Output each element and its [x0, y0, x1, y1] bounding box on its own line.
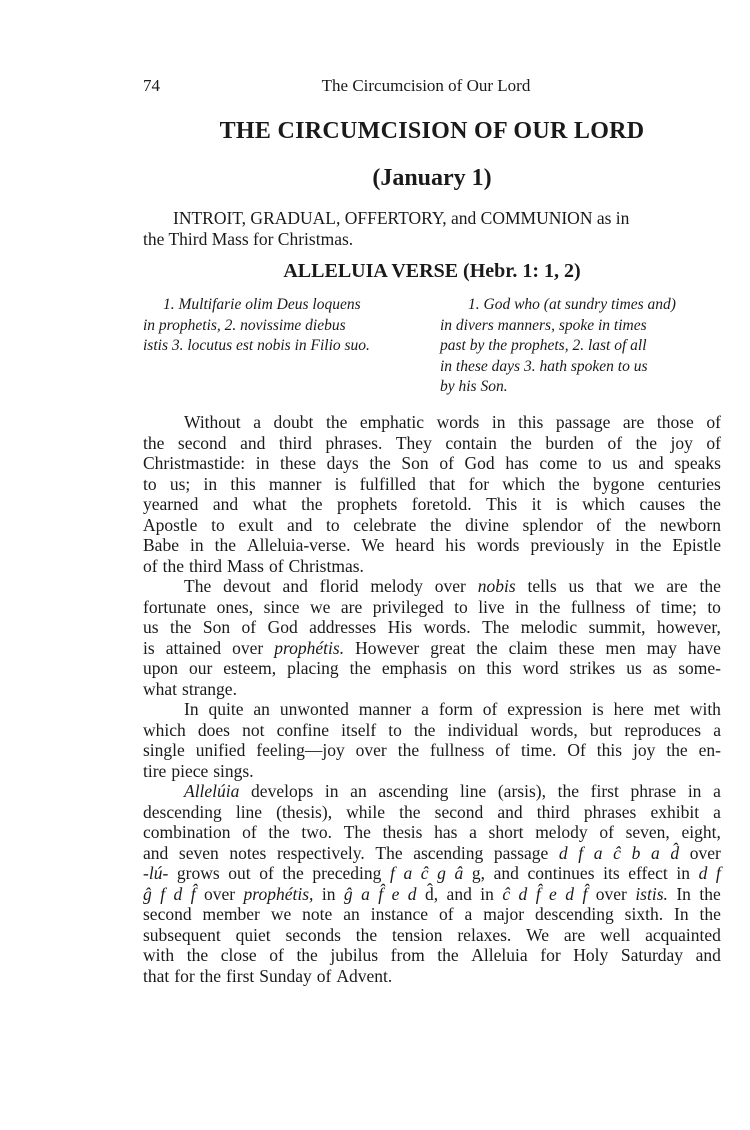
body-line: of the third Mass of Christmas.: [143, 555, 364, 576]
verse-english-line: past by the prophets, 2. last of all: [440, 337, 647, 354]
body-line: descending line (thesis), while the second and third phrases exhibit a: [143, 801, 721, 822]
intro-line: INTROIT, GRADUAL, OFFERTORY, and COMMUNION as in: [173, 208, 630, 228]
running-title: The Circumcision of Our Lord: [321, 76, 531, 95]
body-line: fortunate ones, since we are privileged to live in the fullness of time; to: [143, 596, 721, 617]
verse-latin-line: in prophetis, 2. novissime diebus: [143, 316, 346, 334]
body-line: -lú- grows out of the preceding f a ĉ g â g, and continues its effect in d f: [143, 863, 721, 883]
body-line: which does not confine itself to the individual words, but reproduces a: [143, 719, 721, 740]
running-header: [143, 76, 721, 98]
body-line: In quite an unwonted manner a form of expression is here met with: [184, 699, 721, 719]
body-line: the second and third phrases. They contain the burden of the joy of: [143, 432, 721, 453]
feast-date: (January 1): [372, 165, 492, 191]
chapter-title: THE CIRCUMCISION OF OUR LORD: [219, 118, 645, 144]
body-line: second member we note an instance of a major descending sixth. In the: [143, 904, 721, 924]
verse-english-line: in divers manners, spoke in times: [440, 316, 647, 334]
body-line: what strange.: [143, 678, 237, 699]
page-number: 74: [143, 76, 160, 95]
body-line: Allelúia develops in an ascending line (arsis), the first phrase in a: [184, 781, 721, 801]
body-line: subsequent quiet seconds the tension relaxes. We are well acquainted: [143, 924, 721, 945]
verse-latin-line: istis 3. locutus est nobis in Filio suo.: [143, 337, 370, 354]
verse-english-line: in these days 3. hath spoken to us: [440, 357, 648, 375]
body-line: yearned and what the prophets foretold. This it is which causes the: [143, 494, 721, 514]
body-line: ĝ f d f̂ over prophétis, in ĝ a f̂ e d d̂, and in ĉ d f̂ e d f̂ over istis. In the: [143, 883, 721, 904]
body-line: Without a doubt the emphatic words in this passage are those of: [184, 412, 721, 432]
intro-line: the Third Mass for Christmas.: [143, 229, 354, 249]
body-line: and seven notes respectively. The ascending passage d f a ĉ b a d̂ over: [143, 842, 721, 863]
verse-english-column: [440, 295, 721, 398]
body-line: is attained over prophétis. However great the claim these men may have: [143, 637, 721, 658]
body-line: with the close of the jubilus from the Alleluia for Holy Saturday and: [143, 945, 721, 965]
body-line: Christmastide: in these days the Son of God has come to us and speaks: [143, 453, 721, 473]
body-line: tire piece sings.: [143, 760, 254, 781]
body-line: Babe in the Alleluia-verse. We heard his words previously in the Epistle: [143, 535, 721, 555]
section-heading: ALLELUIA VERSE (Hebr. 1: 1, 2): [283, 260, 581, 282]
verse-english-line: by his Son.: [440, 378, 508, 395]
body-line: Apostle to exult and to celebrate the divine splendor of the newborn: [143, 514, 721, 535]
body-line: single unified feeling—joy over the fullness of time. Of this joy the en-: [143, 740, 721, 760]
body-line: that for the first Sunday of Advent.: [143, 965, 393, 986]
body-line: to us; in this manner is fulfilled that for which the bygone centuries: [143, 473, 721, 494]
verse-english-line: 1. God who (at sundry times and): [468, 296, 676, 313]
intro-paragraph: [143, 208, 721, 250]
commentary-body: [143, 412, 721, 986]
body-line: The devout and florid melody over nobis tells us that we are the: [184, 576, 721, 596]
body-line: combination of the two. The thesis has a short melody of seven, eight,: [143, 822, 721, 842]
body-line: upon our esteem, placing the emphasis on this word strikes us as some-: [143, 658, 721, 678]
verse-latin-line: 1. Multifarie olim Deus loquens: [163, 296, 361, 313]
body-line: us the Son of God addresses His words. The melodic summit, however,: [143, 617, 721, 637]
verse-latin-column: [143, 295, 423, 357]
